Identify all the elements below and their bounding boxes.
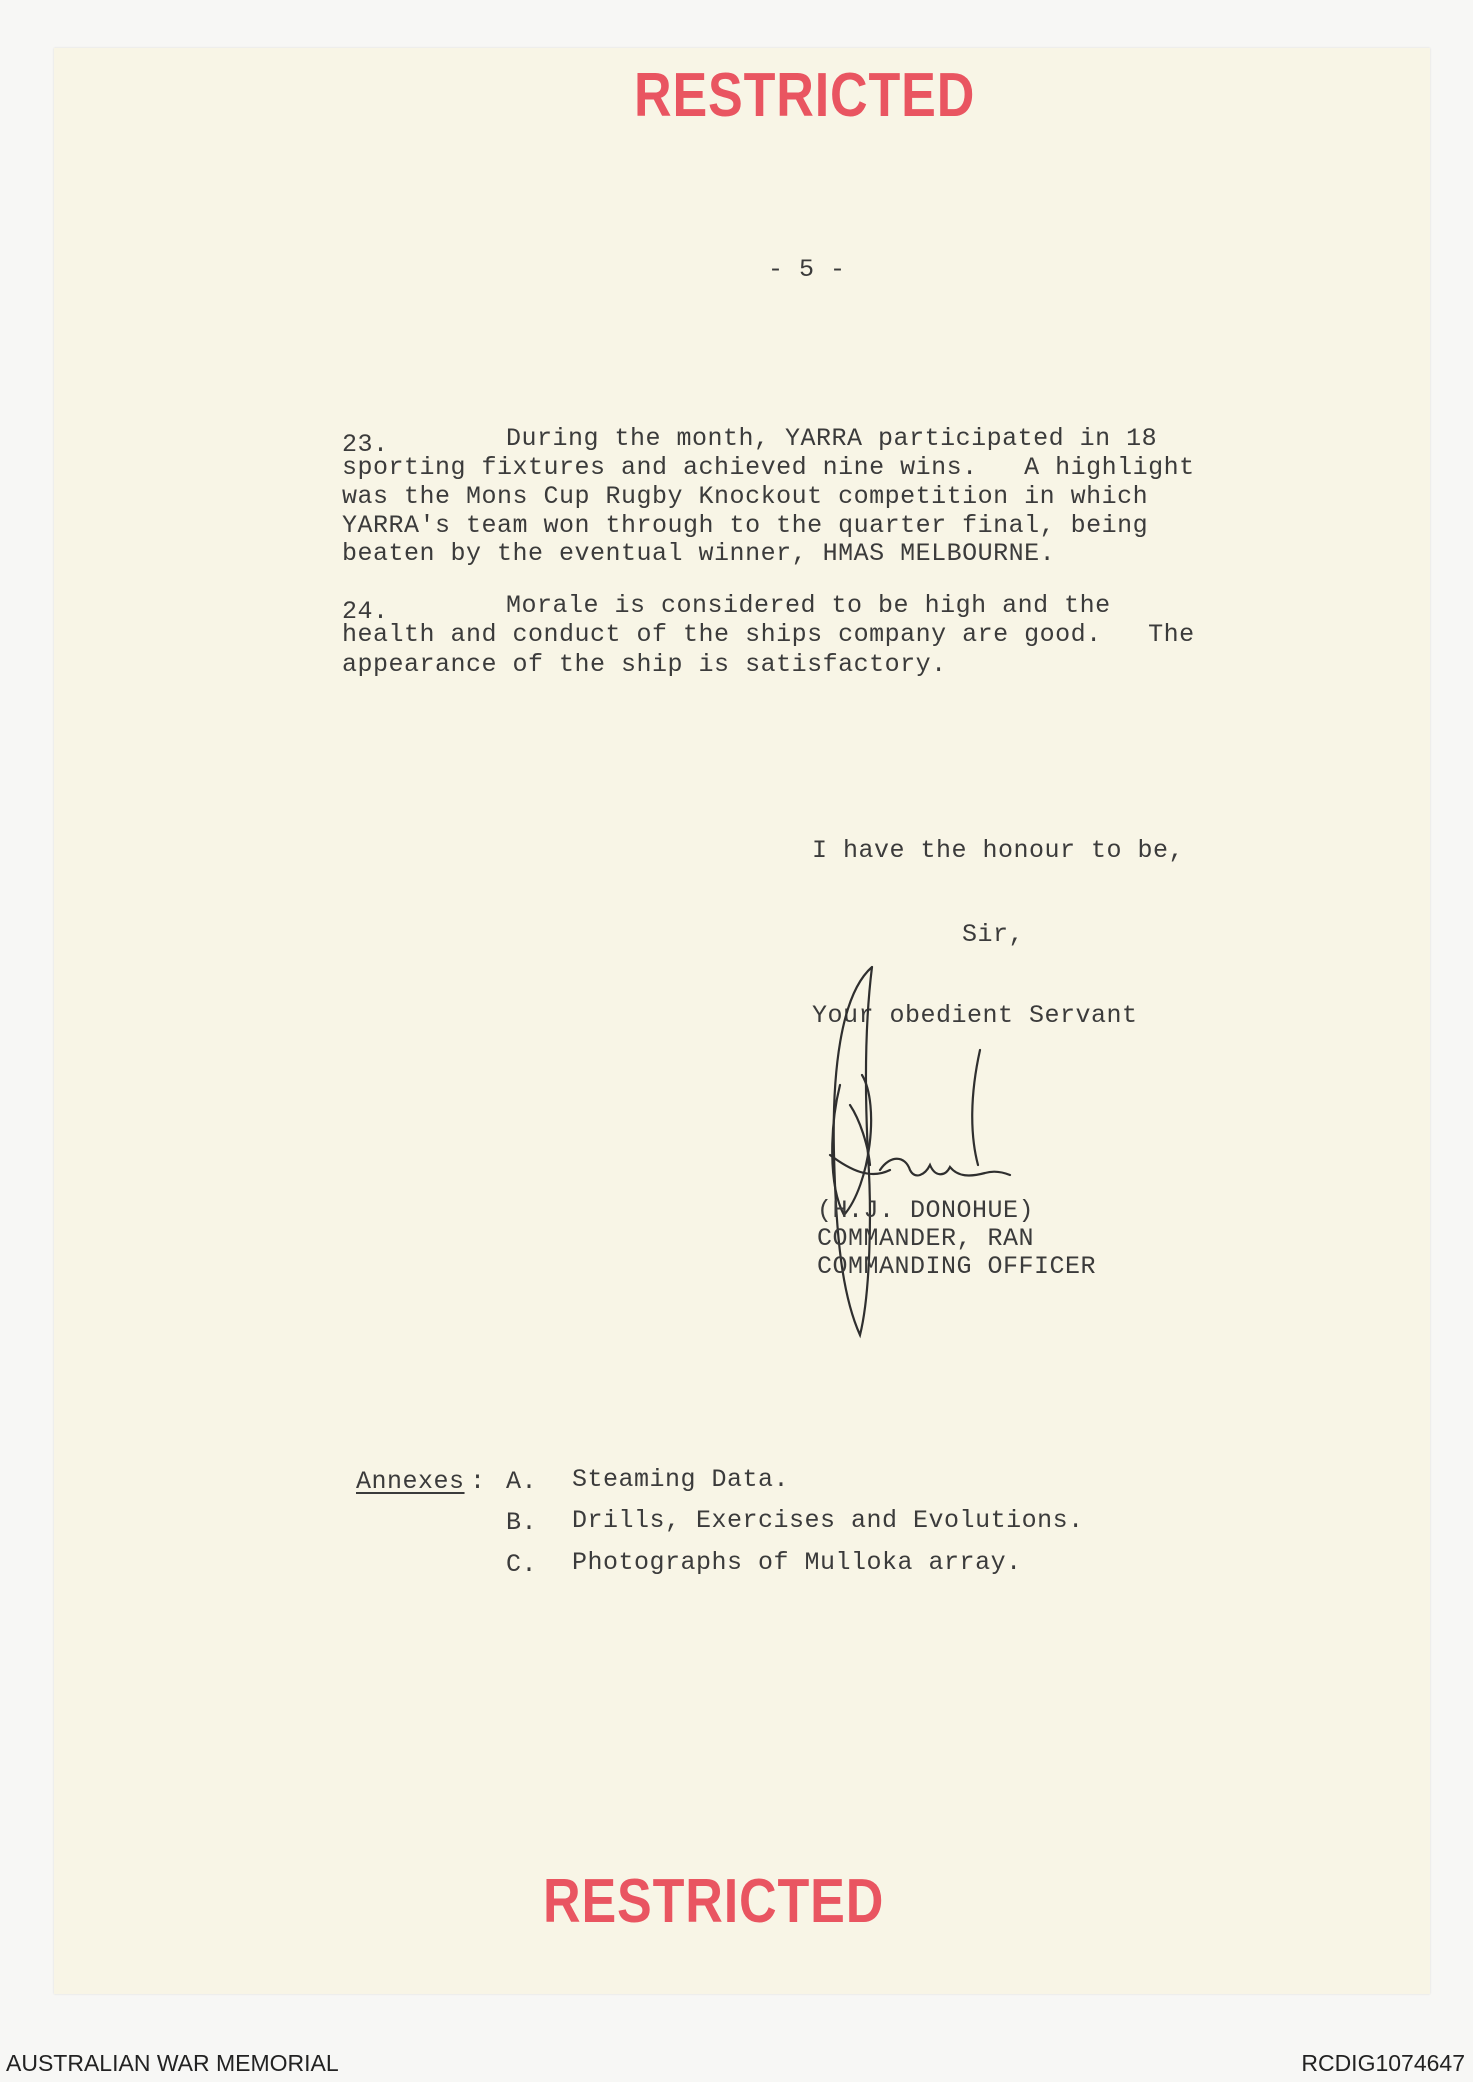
signatory-rank: COMMANDER, RAN: [817, 1224, 1035, 1253]
annex-letter: C.: [506, 1550, 538, 1579]
paragraph-23-line: During the month, YARRA participated in 18: [506, 424, 1158, 453]
paragraph-23-line: was the Mons Cup Rugby Knockout competition in which: [342, 482, 1149, 511]
restricted-stamp-top: RESTRICTED: [634, 61, 976, 130]
annex-letter: A.: [506, 1467, 538, 1496]
signatory-name: (H.J. DONOHUE): [817, 1196, 1035, 1225]
closing-line: I have the honour to be,: [812, 836, 1185, 865]
annex-item-text: Steaming Data.: [572, 1465, 790, 1494]
paragraph-24-line: health and conduct of the ships company are good. The: [342, 620, 1195, 649]
annex-letter: B.: [506, 1508, 538, 1537]
closing-salutation: Sir,: [962, 920, 1025, 949]
restricted-stamp-bottom: RESTRICTED: [543, 1867, 885, 1936]
paragraph-23-number: 23.: [342, 430, 389, 459]
paragraph-23-line: beaten by the eventual winner, HMAS MELBOURNE.: [342, 539, 1056, 568]
signature-image: [810, 955, 1040, 1345]
document-page: [54, 48, 1430, 1994]
footer-archive-name: AUSTRALIAN WAR MEMORIAL: [6, 2050, 339, 2076]
annexes-colon: :: [470, 1467, 486, 1496]
annexes-label: Annexes: [356, 1467, 465, 1496]
signatory-title: COMMANDING OFFICER: [817, 1252, 1097, 1281]
paragraph-23-line: sporting fixtures and achieved nine wins. A highlight: [342, 453, 1195, 482]
closing-servant: Your obedient Servant: [812, 1001, 1138, 1030]
annex-item-text: Drills, Exercises and Evolutions.: [572, 1506, 1084, 1535]
paragraph-24-number: 24.: [342, 597, 389, 626]
footer-record-id: RCDIG1074647: [1301, 2050, 1465, 2076]
page-number: - 5 -: [768, 255, 846, 284]
paragraph-24-line: appearance of the ship is satisfactory.: [342, 650, 947, 679]
paragraph-23-line: YARRA's team won through to the quarter final, being: [342, 511, 1149, 540]
annex-item-text: Photographs of Mulloka array.: [572, 1548, 1022, 1577]
paragraph-24-line: Morale is considered to be high and the: [506, 591, 1111, 620]
